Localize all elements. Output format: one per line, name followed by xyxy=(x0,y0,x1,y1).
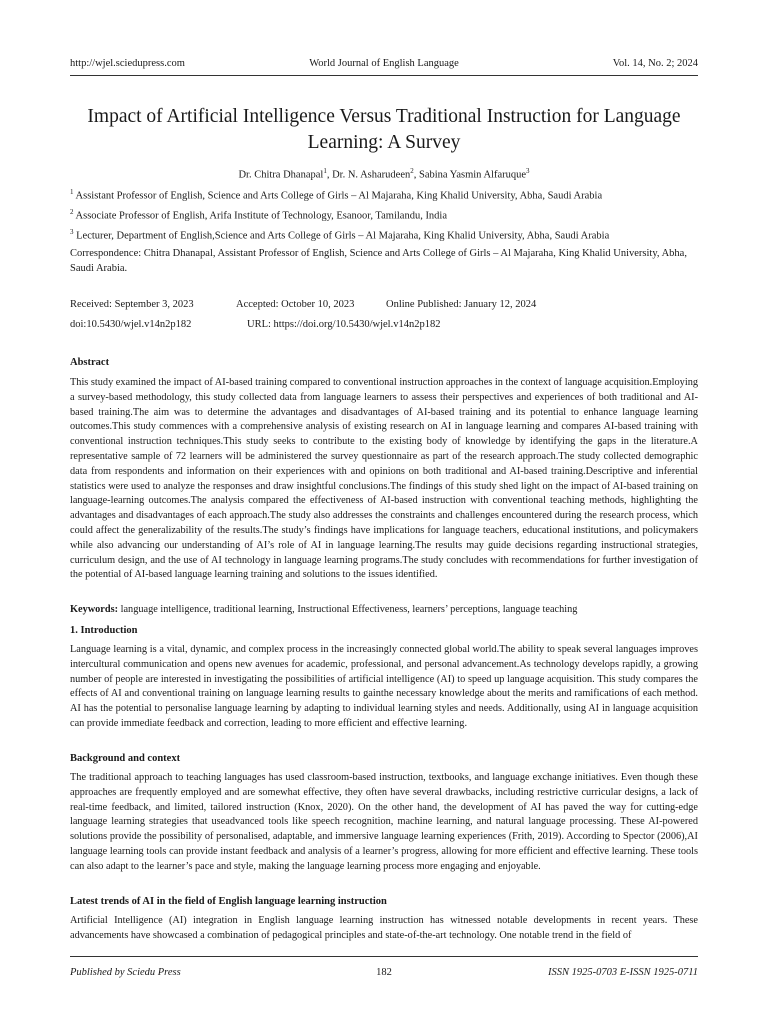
author-1-sup: 1 xyxy=(323,167,327,175)
affiliation-2-sup: 2 xyxy=(70,208,74,216)
affiliation-3-sup: 3 xyxy=(70,228,74,236)
intro-text: Language learning is a vital, dynamic, and complex process in the increasingly connected global world.The ability to speak several languages improves intercultural communication and opens new avenues for academic, professional, and personal advancement.As technology develops rapidly, a growing number of people are interested in investigating the possibilities of artificial intelligence (AI) to speed up language acquisition. This study compares the effects of AI and conventional training on language learning results to gainthe necessary knowledge about the merits and ramifications of each method. AI has the potential to personalise language learning by adapting to individual learning styles and needs. Additionally, using AI in language acquisition can provide immediate feedback and correction, leading to more efficient and effective learning. xyxy=(70,644,698,729)
keywords-text: language intelligence, traditional learning, Instructional Effectiveness, learners’ perceptions, language teaching xyxy=(118,604,578,615)
affiliation-1 xyxy=(70,185,698,204)
doi[interactable]: doi:10.5430/wjel.v14n2p182 xyxy=(70,319,192,330)
background-heading: Background and context xyxy=(70,753,181,764)
correspondence: Correspondence: Chitra Dhanapal, Assistant Professor of English, Science and Arts College of Girls – Al Majaraha, King Khalid University, Abha, Saudi Arabia. xyxy=(70,248,687,274)
affiliation-3 xyxy=(70,225,698,244)
journal-name: World Journal of English Language xyxy=(309,58,459,69)
affiliation-2 xyxy=(70,205,698,224)
abstract-heading: Abstract xyxy=(70,357,110,368)
keywords-label: Keywords: xyxy=(70,604,119,615)
page-number: 182 xyxy=(376,967,392,978)
affiliation-3-text: Lecturer, Department of English,Science and Arts College of Girls – Al Majaraha, King Khalid University, Abha, Saudi Arabia xyxy=(73,230,610,242)
affiliation-1-sup: 1 xyxy=(70,188,74,196)
author-2-sup: 2 xyxy=(410,167,414,175)
keywords xyxy=(70,604,698,615)
affiliation-1-text: Assistant Professor of English, Science and Arts College of Girls – Al Majaraha, King Khalid University, Abha, Saudi Arabia xyxy=(73,190,603,202)
trends-heading: Latest trends of AI in the field of English language learning instruction xyxy=(70,896,387,907)
author-3: , Sabina Yasmin Alfaruque xyxy=(413,169,527,181)
running-header xyxy=(70,58,698,72)
accepted-date: Accepted: October 10, 2023 xyxy=(236,299,355,310)
journal-url[interactable]: http://wjel.sciedupress.com xyxy=(70,58,185,69)
background-text: The traditional approach to teaching languages has used classroom-based instruction, textbooks, and language exchange initiatives. Even though these approaches are frequently employed and are somewhat effective, they often have several drawbacks, including restrictive curricular designs, a lack of real-time feedback, and limited, tailored instruction (Knox, 2020). On the other hand, the development of AI has paved the way for cutting-edge language learning strategies that useadvanced tools like speech recognition, machine learning, and natural language processing. These AI-powered solutions provide the possibility of personalised, adaptable, and immersive language learning experiences (Frith, 2019). According to Spector (2006),AI language learning tools can provide instant feedback and analysis of a learner’s progress, allowing for more efficient and effective learning. These tools can also adapt to the learner’s pace and style, making the language learning process more engaging and enjoyable. xyxy=(70,772,698,872)
author-2: , Dr. N. Asharudeen xyxy=(326,169,411,181)
author-3-sup: 3 xyxy=(526,167,530,175)
volume-info: Vol. 14, No. 2; 2024 xyxy=(612,58,698,69)
intro-heading: 1. Introduction xyxy=(70,625,138,636)
dates-row xyxy=(70,299,698,313)
abstract-text: This study examined the impact of AI-based training compared to conventional instruction approaches in the context of language acquisition.Employing a survey-based methodology, this study collected data from language learners to assess their perspectives and experiences of both traditional and AI-based training.The aim was to determine the advantages and disadvantages of AI-based training and its potential to enhance language learning outcomes.This study commences with a comprehensive analysis of existing research on AI in language learning and compares AI-based training with conventional instruction techniques.This study seeks to contribute to the existing body of knowledge by identifying the gaps in the literature.A representative sample of 72 learners will be administered the survey questionnaire as part of the research approach.The study collected demographic data from respondents and information on their experiences with and opinions on both traditional and AI-based training.Descriptive and inferential statistics were used to analyze the responses and draw insightful conclusions.The findings of this study shed light on the impact of AI-based training on language-learning outcomes.The analysis compared the effectiveness of AI-based instruction with conventional teaching methods, highlighting the advantages and disadvantages of each approach.The study also addresses the constraints and challenges encountered during the research process, which could affect the generalizability of the results.The study’s findings have implications for language teachers, educational institutions, and policymakers while also advancing our understanding of AI’s role of AI in language learning.The results may guide decisions regarding instructional strategies, curriculum design, and the use of AI technology in language learning programs.The study concludes with recommendations for further investigation of the potential of AI-based language learning training and solutions to the issues identified. xyxy=(70,377,698,581)
publisher: Published by Sciedu Press xyxy=(70,967,181,978)
header-rule xyxy=(70,75,698,76)
doi-row xyxy=(70,319,698,333)
affiliation-2-text: Associate Professor of English, Arifa Institute of Technology, Esanoor, Tamilandu, India xyxy=(73,210,448,222)
doi-url[interactable]: URL: https://doi.org/10.5430/wjel.v14n2p182 xyxy=(247,319,441,330)
issn: ISSN 1925-0703 E-ISSN 1925-0711 xyxy=(548,967,698,978)
author-line xyxy=(70,167,698,181)
author-1: Dr. Chitra Dhanapal xyxy=(238,169,324,181)
published-date: Online Published: January 12, 2024 xyxy=(386,299,537,310)
trends-text: Artificial Intelligence (AI) integration in English language learning instruction has witnessed notable developments in recent years. These advancements have showcased a combination of pedagogical principles and state-of-the-art technology. One notable trend in the field of xyxy=(70,915,698,941)
received-date: Received: September 3, 2023 xyxy=(70,299,194,310)
footer-rule xyxy=(70,956,698,957)
paper-title: Impact of Artificial Intelligence Versus Traditional Instruction for Language Learning: A Survey xyxy=(87,106,681,153)
